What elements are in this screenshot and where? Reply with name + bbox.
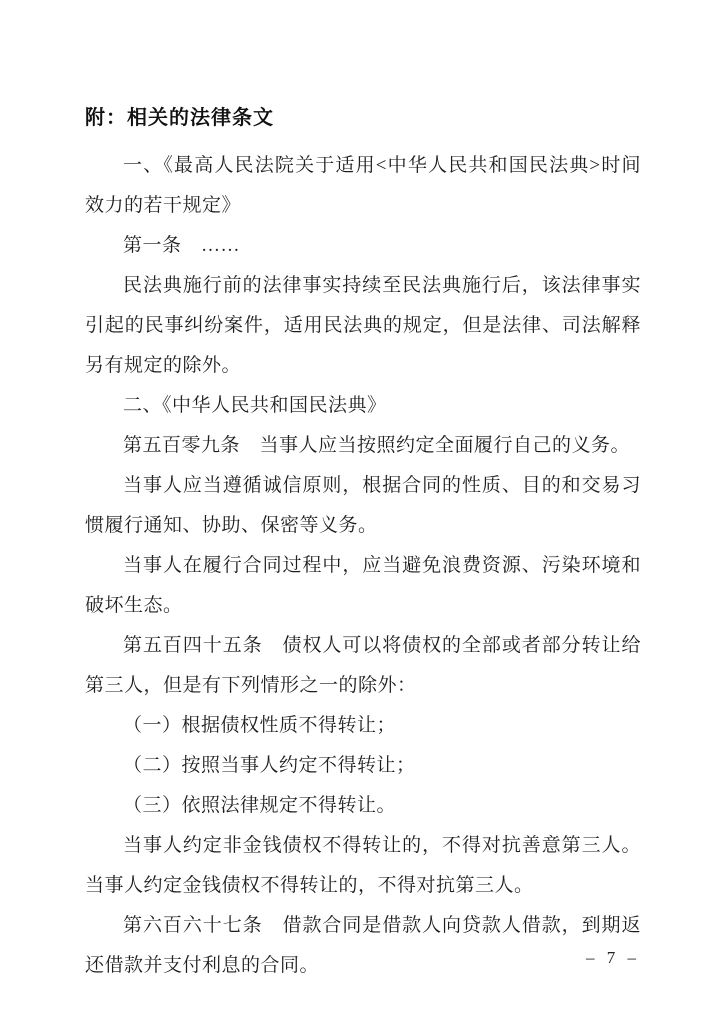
document-body bbox=[85, 104, 641, 986]
paragraph: 当事人约定非金钱债权不得转让的，不得对抗善意第三人。当事人约定金钱债权不得转让的，不得对抗第三人。 bbox=[85, 835, 641, 896]
page-number: – 7 – bbox=[586, 948, 640, 967]
paragraph: 当事人在履行合同过程中，应当避免浪费资源、污染环境和破坏生态。 bbox=[85, 555, 641, 616]
paragraph: 第六百六十七条 借款合同是借款人向贷款人借款，到期返还借款并支付利息的合同。 bbox=[85, 915, 641, 976]
paragraph: 第一条 …… bbox=[123, 235, 241, 256]
paragraph: （三）依照法律规定不得转让。 bbox=[123, 795, 397, 816]
paragraph: 当事人应当遵循诚信原则，根据合同的性质、目的和交易习惯履行通知、协助、保密等义务。 bbox=[85, 475, 641, 536]
paragraph: 第五百零九条 当事人应当按照约定全面履行自己的义务。 bbox=[123, 435, 631, 456]
paragraph: （二）按照当事人约定不得转让； bbox=[123, 755, 416, 776]
paragraph: 民法典施行前的法律事实持续至民法典施行后，该法律事实引起的民事纠纷案件，适用民法典的规定，但是法律、司法解释另有规定的除外。 bbox=[85, 275, 641, 376]
paragraph: （一）根据债权性质不得转让； bbox=[123, 715, 397, 736]
paragraph: 二、《中华人民共和国民法典》 bbox=[123, 395, 387, 416]
paragraph: 第五百四十五条 债权人可以将债权的全部或者部分转让给第三人，但是有下列情形之一的除外： bbox=[85, 635, 641, 696]
page-title: 附：相关的法律条文 bbox=[85, 107, 274, 129]
paragraph: 一、《最高人民法院关于适用<中华人民共和国民法典>时间效力的若干规定》 bbox=[85, 155, 641, 216]
